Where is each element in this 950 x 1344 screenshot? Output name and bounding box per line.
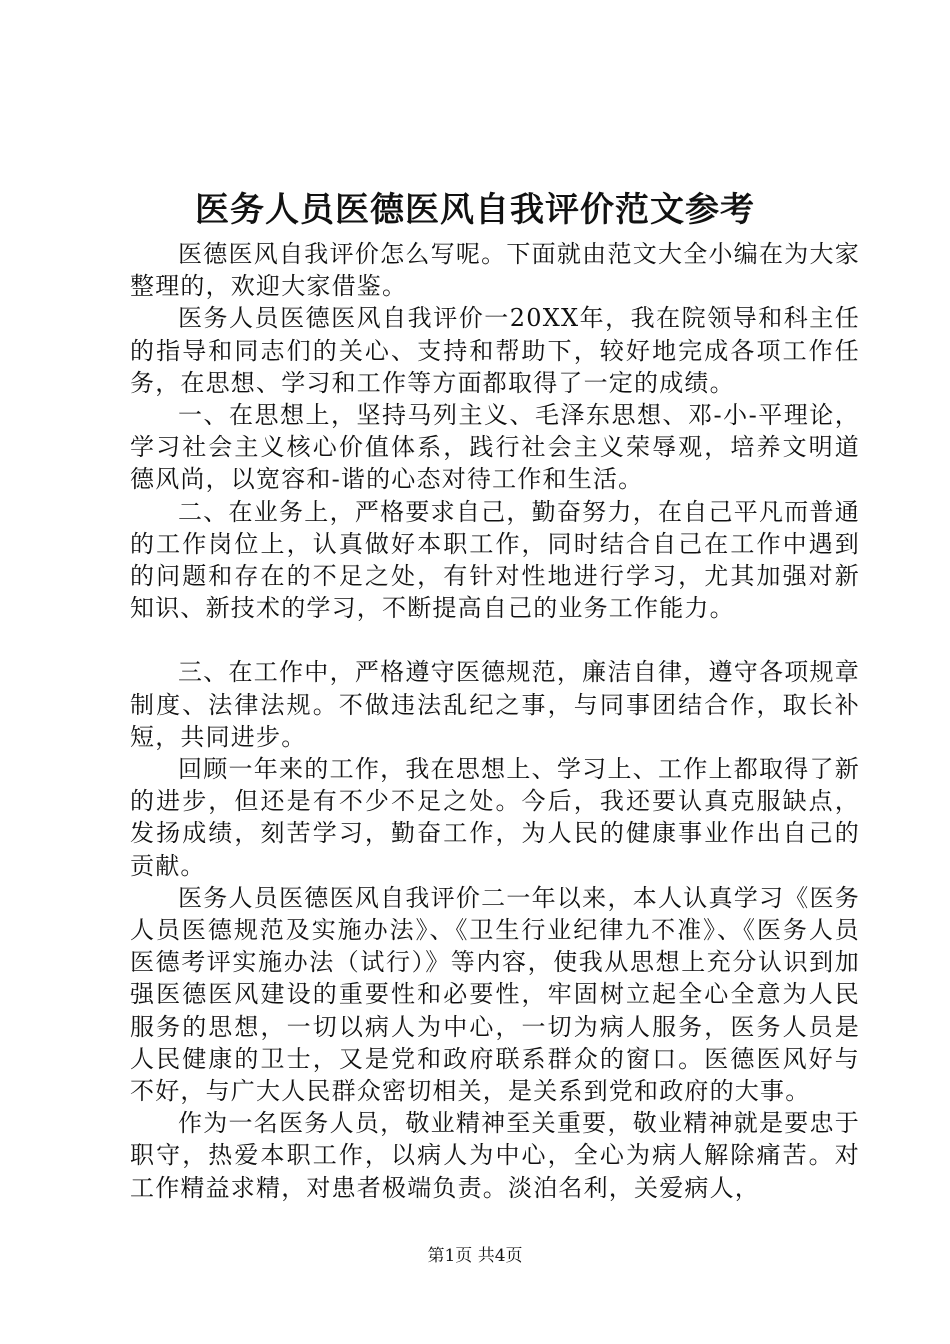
paragraph-work: 三、在工作中，严格遵守医德规范，廉洁自律，遵守各项规章制度、法律法规。不做违法乱纪之事，与同事团结合作，取长补短，共同进步。 [130, 658, 860, 751]
paragraph-review: 回顾一年来的工作，我在思想上、学习上、工作上都取得了新的进步，但还是有不少不足之处。今后，我还要认真克服缺点，发扬成绩，刻苦学习，勤奋工作，为人民的健康事业作出自己的贡献。 [130, 755, 860, 880]
paragraph-dedication: 作为一名医务人员，敬业精神至关重要，敬业精神就是要忠于职守，热爱本职工作，以病人为中心，全心为病人解除痛苦。对工作精益求精，对患者极端负责。淡泊名利，关爱病人， [130, 1109, 860, 1202]
paragraph-intro: 医德医风自我评价怎么写呢。下面就由范文大全小编在为大家整理的，欢迎大家借鉴。 [130, 240, 860, 301]
paragraph-evaluation-two: 医务人员医德医风自我评价二一年以来，本人认真学习《医务人员医德规范及实施办法》、《卫生行业纪律九不准》、《医务人员医德考评实施办法（试行）》等内容，使我从思想上充分认识到加强医德医风建设的重要性和必要性，牢固树立起全心全意为人民服务的思想，一切以病人为中心，一切为病人服务，医务人员是人民健康的卫士，又是党和政府联系群众的窗口。医德医风好与不好，与广大人民群众密切相关，是关系到党和政府的大事。 [130, 883, 860, 1106]
page-number-footer: 第1页 共4页 [427, 1246, 523, 1266]
document-body [130, 238, 860, 1204]
page-title: 医务人员医德医风自我评价范文参考 [195, 190, 755, 230]
paragraph-thought: 一、在思想上，坚持马列主义、毛泽东思想、邓-小-平理论，学习社会主义核心价值体系，践行社会主义荣辱观，培养文明道德风尚，以宽容和-谐的心态对待工作和生活。 [130, 401, 860, 494]
paragraph-evaluation-one: 医务人员医德医风自我评价一20XX年，我在院领导和科主任的指导和同志们的关心、支持和帮助下，较好地完成各项工作任务，在思想、学习和工作等方面都取得了一定的成绩。 [130, 304, 860, 397]
paragraph-spacer [130, 624, 860, 656]
paragraph-business: 二、在业务上，严格要求自己，勤奋努力，在自己平凡而普通的工作岗位上，认真做好本职工作，同时结合自己在工作中遇到的问题和存在的不足之处，有针对性地进行学习，尤其加强对新知识、新技术的学习，不断提高自己的业务工作能力。 [130, 497, 860, 623]
